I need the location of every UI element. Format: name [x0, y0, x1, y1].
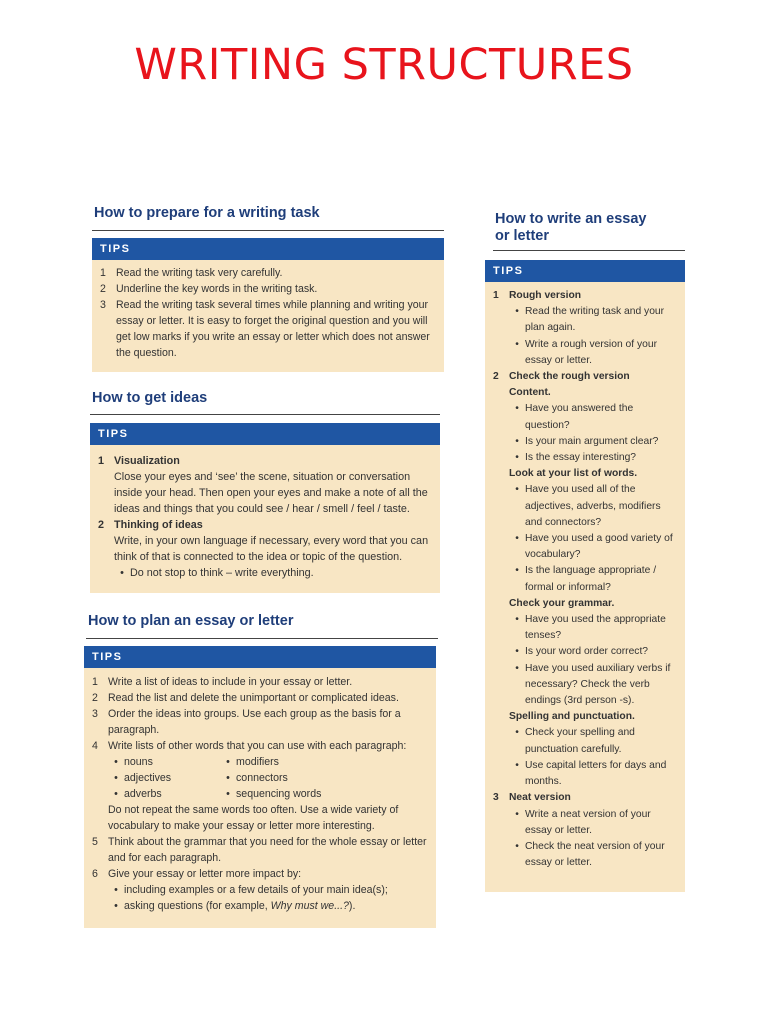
essay-tips-box: TIPS 1 Rough version • Read the writing task and your plan again. • Write a rough version of your essay or letter. 2 Check the rough version Content. • Have you answered the question? • Is your main argument clear? • Is the essay interesting? Look at your list of words. • Have you used all of the adjectives, adverbs, modifiers and connectors? • Have you used a good variety of vocabulary? • Is the language appropriate / formal or informal? Check your grammar. • Have you used the appropriate tenses? • Is your word order correct? • Have you used auxiliary verbs if necessary? Check the verb endings (3rd person -s). Spelling and punctuation. • Check your spelling and punctuation carefully. • Use capital letters for days and months. 3 Neat version • Write a neat version of your essay or letter. • Check the neat version of your essay or letter.: [485, 260, 685, 892]
ideas-tips-bar: TIPS: [90, 423, 440, 445]
plan-tips-box: [84, 646, 436, 928]
list-item: 1 Read the writing task very carefully.: [100, 267, 283, 279]
bullet-icon: •: [120, 567, 124, 579]
step-title: 1 Rough version: [493, 290, 582, 301]
list-item: 3 Read the writing task several times while planning and writing your essay or letter. It is easy to forget the original question and you will get low marks if you write an essay or letter which does not answer the question.: [100, 299, 430, 359]
list-item: 3 Order the ideas into groups. Use each group as the basis for a paragraph.: [92, 708, 401, 736]
step-title: 3 Neat version: [493, 792, 571, 804]
step-title: 2 Check the rough version: [493, 371, 630, 383]
list-item: 1 Write a list of ideas to include in your essay or letter.: [92, 676, 353, 688]
prepare-rule: [92, 230, 444, 231]
essay-heading: How to write an essay or letter: [495, 211, 647, 244]
plan-tips-bar: TIPS: [84, 646, 436, 668]
prepare-heading: How to prepare for a writing task: [94, 205, 320, 221]
list-item: 5 Think about the grammar that you need for the whole essay or letter and for each paragraph.: [92, 836, 427, 864]
list-item: 2 Underline the key words in the writing task.: [100, 283, 318, 295]
ideas-heading: How to get ideas: [92, 390, 208, 406]
essay-tips-bar: TIPS: [485, 260, 685, 282]
list-item: 1 Visualization Close your eyes and ‘see’ the scene, situation or conversation inside your head. Then open your eyes and make a note of all the ideas and things that you could see / hear / smell / feel / taste.: [98, 455, 428, 515]
page-title: WRITING STRUCTURES: [134, 40, 634, 90]
list-item: 6 Give your essay or letter more impact by: • including examples or a few details of your main idea(s); • asking questions (for example, Why must we...?).: [92, 868, 388, 912]
list-item: 2 Read the list and delete the unimportant or complicated ideas.: [92, 692, 399, 704]
ideas-tips-box: [90, 423, 440, 593]
ideas-rule: [90, 414, 440, 415]
list-item: 4 Write lists of other words that you can use with each paragraph: • nouns • modifiers • adjectives • connectors • adverbs • sequencing words Do not repeat the same words too often. Use a wide variety of vocabulary to make your essay or letter more interesting.: [92, 738, 428, 834]
essay-rule: [493, 250, 685, 251]
plan-rule: [86, 638, 438, 639]
prepare-tips-bar: TIPS: [92, 238, 444, 260]
prepare-tips-box: [92, 238, 444, 372]
word-list: • nouns • modifiers • adjectives • connectors • adverbs • sequencing words: [114, 756, 322, 800]
plan-heading: How to plan an essay or letter: [88, 613, 294, 629]
list-item: 2 Thinking of ideas Write, in your own language if necessary, every word that you can think of that is connected to the idea or topic of the question. • Do not stop to think – write everything.: [98, 519, 429, 579]
